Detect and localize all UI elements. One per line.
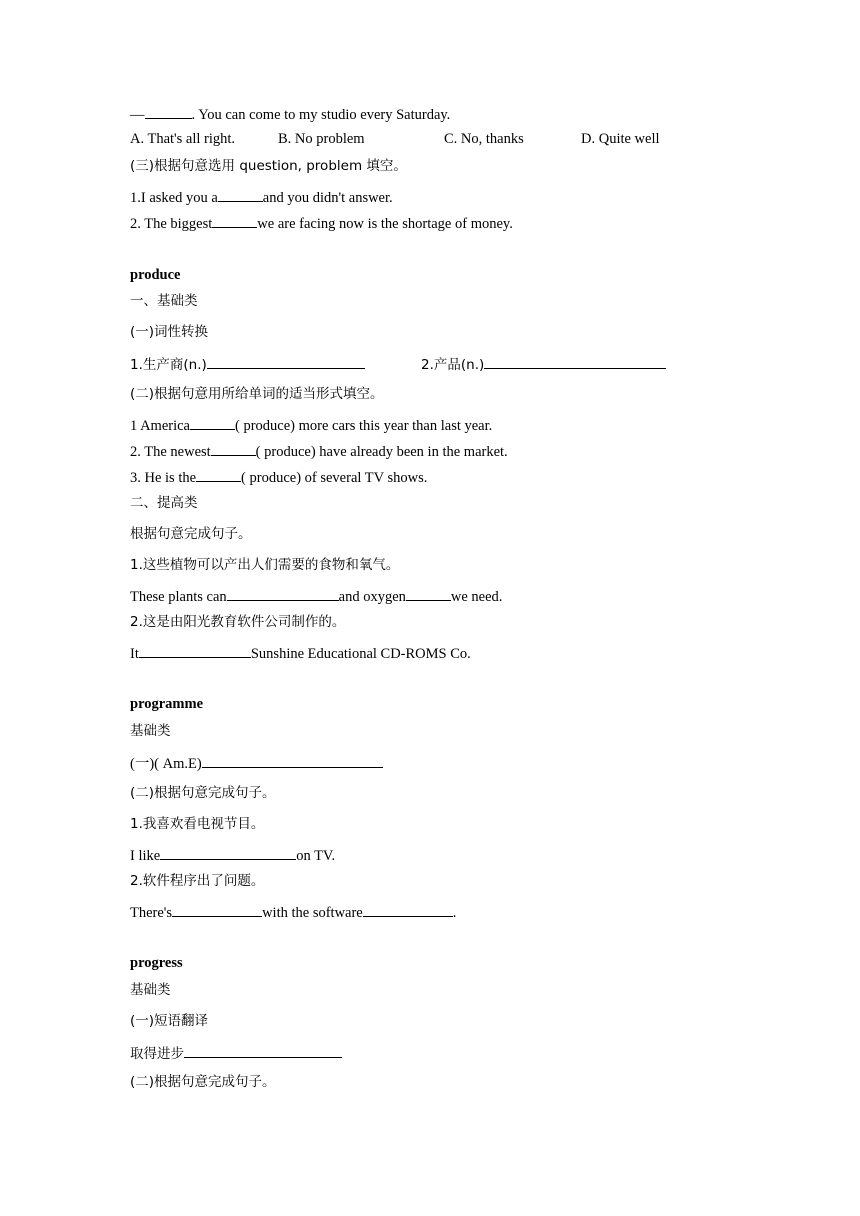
blank xyxy=(196,467,241,482)
question-text: 2. The newest xyxy=(130,444,211,460)
question-text: and you didn't answer. xyxy=(262,190,393,206)
programme-sub1 xyxy=(130,753,383,773)
blank xyxy=(202,753,383,768)
dialog-dash: — xyxy=(130,107,145,123)
question-2 xyxy=(130,213,513,233)
blank xyxy=(363,902,453,917)
question-text: It xyxy=(130,646,139,662)
subsection-header: (一)( Am.E) xyxy=(130,756,202,772)
section-basic: 基础类 xyxy=(130,723,171,739)
blank xyxy=(212,213,257,228)
blank xyxy=(227,586,339,601)
blank xyxy=(184,1043,342,1058)
subsection-header: (二)根据句意完成句子。 xyxy=(130,1074,276,1090)
translate-1 xyxy=(130,1043,342,1063)
question-text: 1.I asked you a xyxy=(130,190,218,206)
complete-1 xyxy=(130,845,335,865)
question-text: we are facing now is the shortage of money. xyxy=(257,216,513,232)
word-heading-produce: produce xyxy=(130,267,181,283)
question-text: Sunshine Educational CD-ROMS Co. xyxy=(250,646,471,662)
fill-1 xyxy=(130,415,492,435)
blank xyxy=(172,902,262,917)
subsection-header: (二)根据句意用所给单词的适当形式填空。 xyxy=(130,386,384,402)
word-heading-progress: progress xyxy=(130,955,183,971)
conversion-1: 1.生产商(n.) xyxy=(130,357,207,373)
question-text: 取得进步 xyxy=(130,1046,184,1062)
options-row xyxy=(130,130,690,148)
chinese-prompt: 2.软件程序出了问题。 xyxy=(130,873,265,889)
question-text: . xyxy=(452,905,457,921)
fill-3 xyxy=(130,467,427,487)
question-text: with the software xyxy=(262,905,363,921)
blank xyxy=(218,187,263,202)
fill-2 xyxy=(130,441,508,461)
question-text: 2. The biggest xyxy=(130,216,213,232)
question-text: There's xyxy=(130,905,173,921)
question-text: we need. xyxy=(450,589,503,605)
section-advanced: 二、提高类 xyxy=(130,495,198,511)
question-1 xyxy=(130,187,393,207)
blank xyxy=(160,845,296,860)
question-text: I like xyxy=(130,848,161,864)
question-text: ( produce) have already been in the market. xyxy=(255,444,508,460)
question-text: on TV. xyxy=(296,848,336,864)
option-d: D. Quite well xyxy=(581,131,660,147)
option-b: B. No problem xyxy=(278,131,365,147)
blank xyxy=(406,586,451,601)
section-header: (三)根据句意选用 question, problem 填空。 xyxy=(130,158,407,174)
complete-2 xyxy=(130,643,471,663)
question-text: ( produce) of several TV shows. xyxy=(241,470,428,486)
blank xyxy=(207,354,365,369)
question-text: and oxygen xyxy=(338,589,406,605)
instruction: 根据句意完成句子。 xyxy=(130,526,252,542)
blank xyxy=(145,104,192,119)
option-a: A. That's all right. xyxy=(130,131,236,147)
subsection-header: (一)词性转换 xyxy=(130,324,209,340)
question-text: 3. He is the xyxy=(130,470,197,486)
chinese-prompt: 1.这些植物可以产出人们需要的食物和氧气。 xyxy=(130,557,400,573)
dialog-text: . You can come to my studio every Saturday. xyxy=(191,107,451,123)
complete-2 xyxy=(130,902,456,922)
option-c: C. No, thanks xyxy=(444,131,524,147)
section-basic: 一、基础类 xyxy=(130,293,198,309)
blank xyxy=(211,441,256,456)
chinese-prompt: 1.我喜欢看电视节目。 xyxy=(130,816,265,832)
blank xyxy=(484,354,666,369)
blank xyxy=(139,643,251,658)
conversion-row xyxy=(130,354,690,374)
chinese-prompt: 2.这是由阳光教育软件公司制作的。 xyxy=(130,614,346,630)
question-text: 1 America xyxy=(130,418,190,434)
conversion-2: 2.产品(n.) xyxy=(421,357,485,373)
subsection-header: (二)根据句意完成句子。 xyxy=(130,785,276,801)
subsection-header: (一)短语翻译 xyxy=(130,1013,209,1029)
complete-1 xyxy=(130,586,502,606)
word-heading-programme: programme xyxy=(130,696,204,712)
question-text: These plants can xyxy=(130,589,227,605)
dialog-line xyxy=(130,104,450,124)
blank xyxy=(190,415,235,430)
section-basic: 基础类 xyxy=(130,982,171,998)
question-text: ( produce) more cars this year than last year. xyxy=(235,418,493,434)
